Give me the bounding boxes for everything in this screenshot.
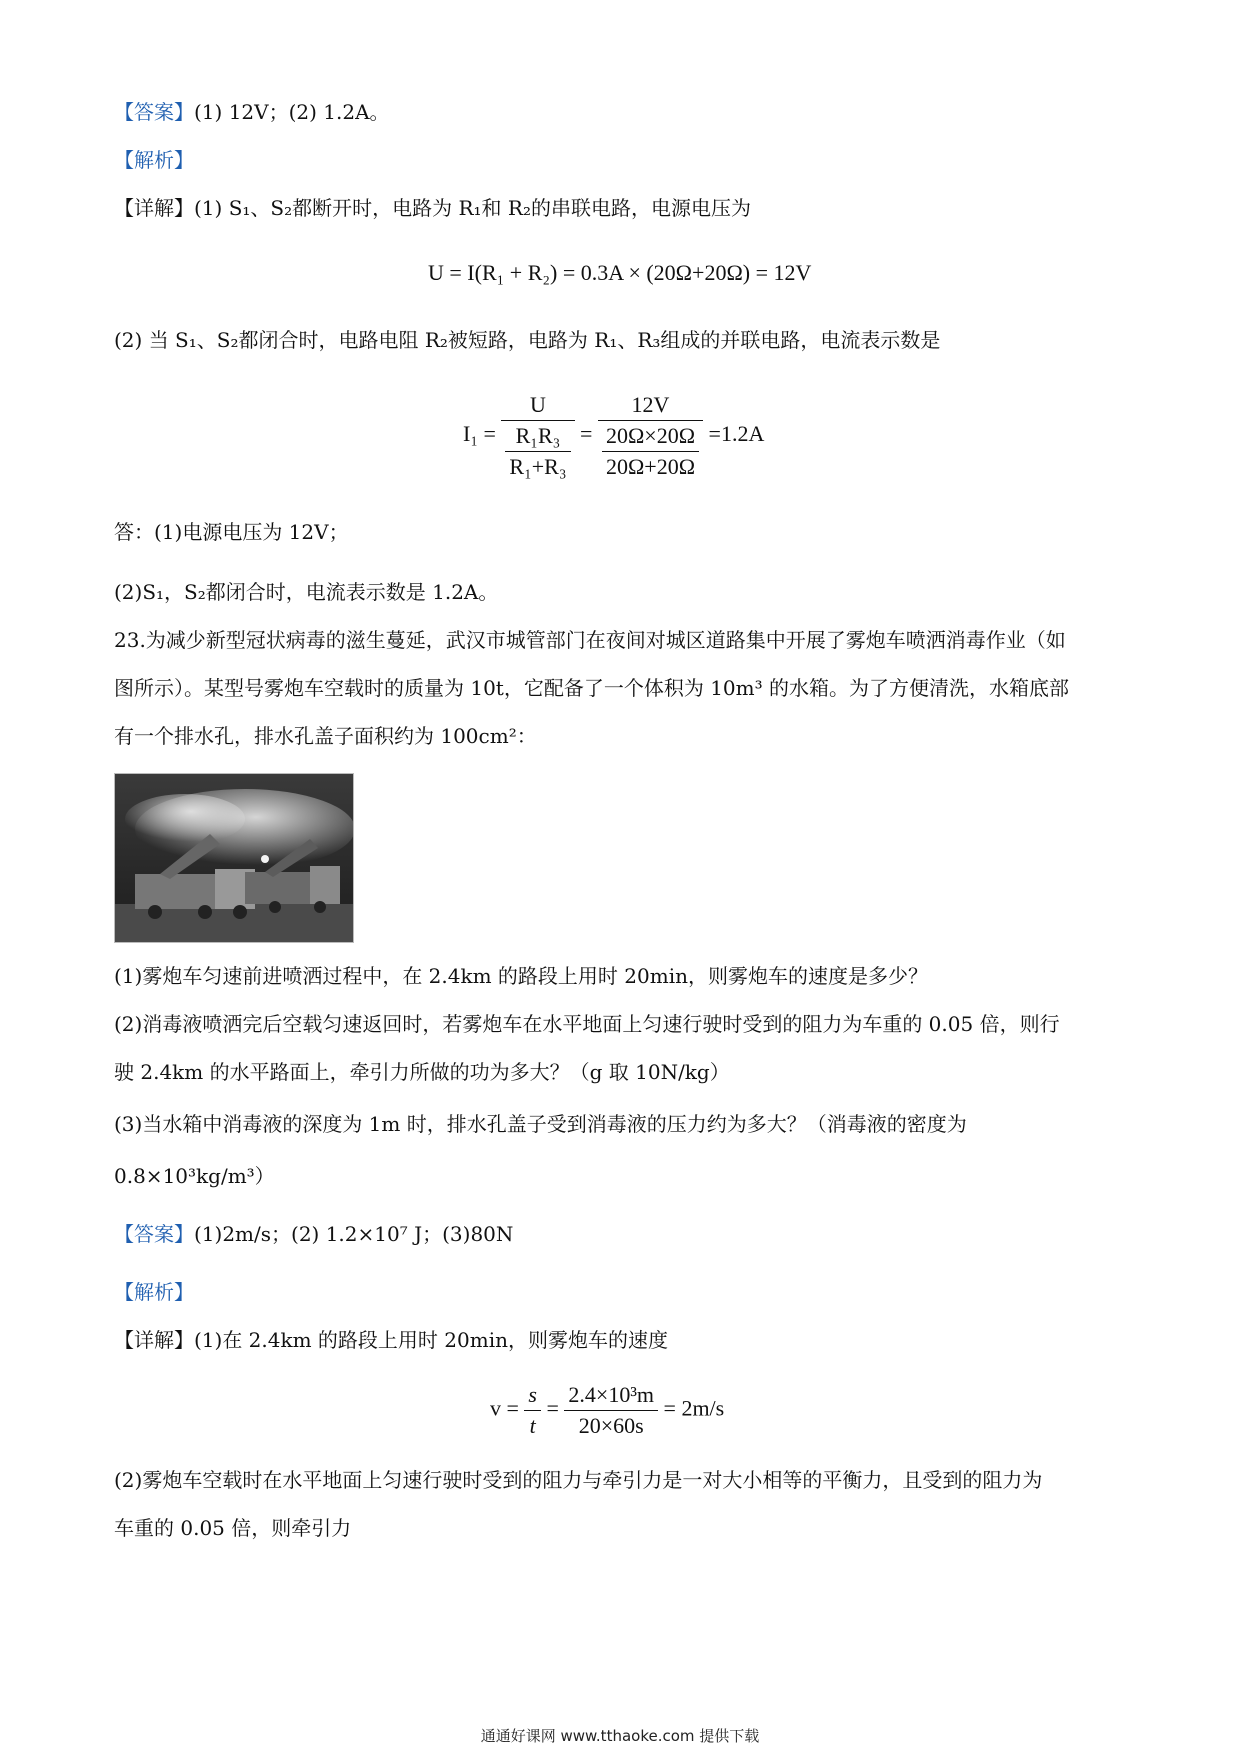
question-23-sub-3a: (3)当水箱中消毒液的深度为 1m 时，排水孔盖子受到消毒液的压力约为多大？（消毒液的密度为 bbox=[114, 1112, 967, 1136]
analysis-line-1 bbox=[114, 146, 194, 174]
analysis-tag-2: 【解析】 bbox=[114, 1280, 194, 1304]
fraction-distance: 2.4×10³m bbox=[564, 1382, 658, 1411]
analysis-line-2 bbox=[114, 1278, 194, 1306]
detail-tag: 【详解】 bbox=[114, 196, 194, 220]
detail-text: (1) S₁、S₂都断开时，电路为 R₁和 R₂的串联电路，电源电压为 bbox=[194, 196, 751, 220]
truck-photo-illustration bbox=[115, 774, 353, 942]
question-23-sub-2b: 驶 2.4km 的水平路面上，牵引力所做的功为多大？（g 取 10N/kg） bbox=[114, 1060, 730, 1084]
answer-line-2 bbox=[114, 1220, 513, 1248]
fog-cannon-truck-photo bbox=[114, 773, 354, 943]
question-23-sub-3b: 0.8×10³kg/m³） bbox=[114, 1164, 275, 1188]
fraction-t: t bbox=[529, 1413, 536, 1438]
answer-tag-2: 【答案】 bbox=[114, 1222, 194, 1246]
detail-line-1 bbox=[114, 194, 751, 222]
equation-current: I₁ = $\frac{U}{\frac{\text{R₁R₃}}{\text{R₁+R₃}}}$ = $\frac{12V}{\frac{20\Omega\times 20\Omega}{20\Omega+20\Omega}}$ =1.2A bbox=[463, 392, 765, 479]
fraction-s-over-t bbox=[524, 1382, 541, 1439]
eq3-result: = 2m/s bbox=[663, 1395, 725, 1421]
fraction-product: 20Ω×20Ω bbox=[602, 423, 699, 452]
fraction-r1-plus-r3: R₁+R₃ bbox=[509, 454, 567, 479]
fraction-numeric bbox=[598, 392, 703, 480]
eq2-result: =1.2A bbox=[708, 421, 765, 447]
fraction-distance-time bbox=[564, 1382, 658, 1439]
detail-line-2 bbox=[114, 1326, 668, 1354]
answer-summary-1: 答：(1)电源电压为 12V； bbox=[114, 520, 349, 544]
fraction-r1r3: R₁R₃ bbox=[505, 423, 570, 452]
fraction-time: 20×60s bbox=[578, 1413, 644, 1438]
fraction-s: s bbox=[524, 1382, 541, 1411]
eq2-lhs: I₁ = bbox=[463, 421, 496, 447]
question-23-line-2: 图所示）。某型号雾炮车空载时的质量为 10t，它配备了一个体积为 10m³ 的水箱。为了方便清洗，水箱底部 bbox=[114, 676, 1069, 700]
answer-text: (1) 12V；(2) 1.2A。 bbox=[194, 100, 390, 124]
fraction-numerator-u: U bbox=[501, 392, 574, 421]
question-23-sub-1: (1)雾炮车匀速前进喷洒过程中，在 2.4km 的路段上用时 20min，则雾炮车的速度是多少？ bbox=[114, 964, 928, 988]
part2-detail-line-2: 车重的 0.05 倍，则牵引力 bbox=[114, 1516, 352, 1540]
equation-voltage: U = I(R₁ + R₂) = 0.3A × (20Ω+20Ω) = 12V bbox=[428, 260, 812, 285]
fraction-numeric-inner bbox=[602, 423, 699, 480]
part2-line: (2) 当 S₁、S₂都闭合时，电路电阻 R₂被短路，电路为 R₁、R₃组成的并联电路，电流表示数是 bbox=[114, 328, 941, 352]
detail-tag-2: 【详解】 bbox=[114, 1328, 194, 1352]
answer-summary-2: (2)S₁，S₂都闭合时，电流表示数是 1.2A。 bbox=[114, 580, 499, 604]
question-23-sub-2a: (2)消毒液喷洒完后空载匀速返回时，若雾炮车在水平地面上匀速行驶时受到的阻力为车重的 0.05 倍，则行 bbox=[114, 1012, 1060, 1036]
part2-detail-line-1: (2)雾炮车空载时在水平地面上匀速行驶时受到的阻力与牵引力是一对大小相等的平衡力，且受到的阻力为 bbox=[114, 1468, 1043, 1492]
answer-tag: 【答案】 bbox=[114, 100, 194, 124]
fraction-parallel-resistance bbox=[505, 423, 570, 480]
question-23-line-3: 有一个排水孔，排水孔盖子面积约为 100cm²： bbox=[114, 724, 537, 748]
analysis-tag: 【解析】 bbox=[114, 148, 194, 172]
question-23-line-1: 23.为减少新型冠状病毒的滋生蔓延，武汉市城管部门在夜间对城区道路集中开展了雾炮车喷洒消毒作业（如 bbox=[114, 628, 1066, 652]
page-footer: 通通好课网 www.tthaoke.com 提供下载 bbox=[480, 1727, 760, 1745]
detail-text-2: (1)在 2.4km 的路段上用时 20min，则雾炮车的速度 bbox=[194, 1328, 668, 1352]
fraction-12v: 12V bbox=[598, 392, 703, 421]
answer-line-1 bbox=[114, 98, 390, 126]
equation-speed: v = $\frac{s}{t}$ = $\frac{\text{2.4×10³m}}{20\times 60s}$ = 2m/s bbox=[490, 1382, 725, 1438]
eq3-lhs: v = bbox=[490, 1395, 519, 1421]
fraction-u-over-parallel bbox=[501, 392, 574, 480]
fraction-sum: 20Ω+20Ω bbox=[605, 454, 696, 479]
answer-text-2: (1)2m/s；(2) 1.2×10⁷ J；(3)80N bbox=[194, 1222, 514, 1246]
